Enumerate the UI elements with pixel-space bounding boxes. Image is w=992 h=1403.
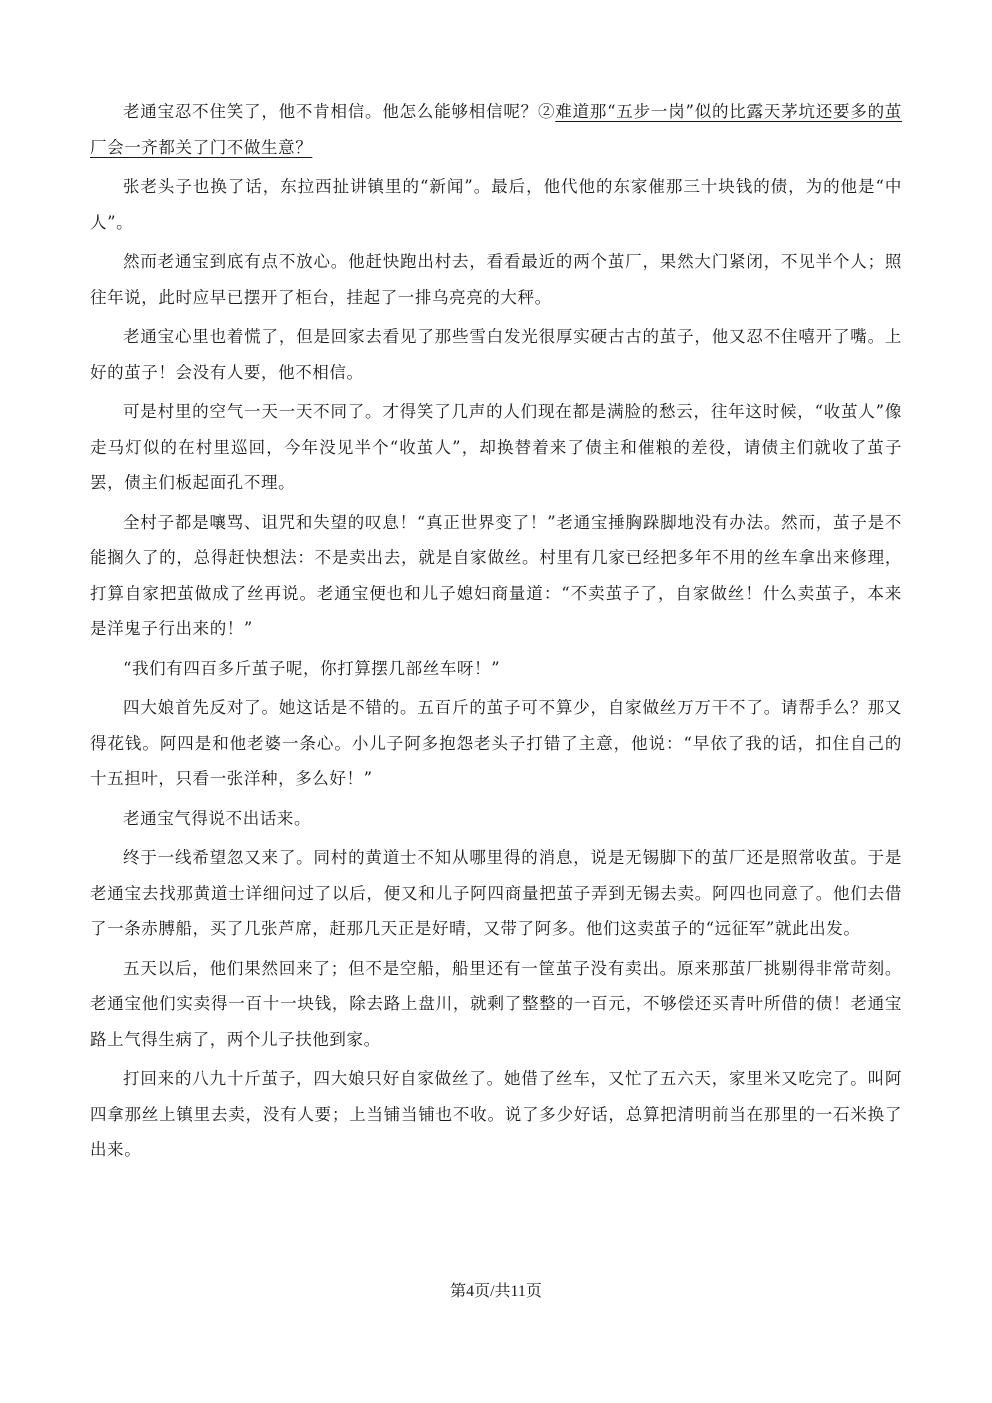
paragraph-8: 四大娘首先反对了。她这话是不错的。五百斤的茧子可不算少，自家做丝万万干不了。请帮手么？那又得花钱。阿四是和他老婆一条心。小儿子阿多抱怨老头子打错了主意，他说：“早依了我的话，扣住自己的十五担叶，只看一张洋种，多么好！” [90, 698, 902, 788]
page-number-footer: 第4页/共11页 [450, 1283, 542, 1300]
paragraph-2: 张老头子也换了话，东拉西扯讲镇里的“新闻”。最后，他代他的东家催那三十块钱的债，为的他是“中人”。 [90, 177, 902, 232]
paragraph-9: 老通宝气得说不出话来。 [123, 808, 312, 828]
underlined-sentence-2: 难道那“五步一岗”似的比露天茅坑还要多的茧厂会一齐都关了门不做生意？ [90, 102, 902, 157]
paragraph-12: 打回来的八九十斤茧子，四大娘只好自家做丝了。她借了丝车，又忙了五六天，家里米又吃完了。叫阿四拿那丝上镇里去卖，没有人要；上当铺当铺也不收。说了多少好话，总算把清明前当在那里的一石米换了出来。 [90, 1069, 902, 1159]
paragraph-10: 终于一线希望忽又来了。同村的黄道士不知从哪里得的消息，说是无锡脚下的茧厂还是照常收茧。于是老通宝去找那黄道士详细问过了以后，便又和儿子阿四商量把茧子弄到无锡去卖。阿四也同意了。他们去借了一条赤膊船，买了几张芦席，赶那几天正是好晴，又带了阿多。他们这卖茧子的“远征军”就此出发。 [90, 848, 902, 938]
article-body [90, 94, 902, 1172]
paragraph-6: 全村子都是嚷骂、诅咒和失望的叹息！“真正世界变了！”老通宝捶胸跺脚地没有办法。然而，茧子是不能搁久了的，总得赶快想法：不是卖出去，就是自家做丝。村里有几家已经把多年不用的丝车拿出来修理，打算自家把茧做成了丝再说。老通宝便也和儿子媳妇商量道：“不卖茧子了，自家做丝！什么卖茧子，本来是洋鬼子行出来的！” [90, 512, 902, 638]
paragraph-1-text: 老通宝忍不住笑了，他不肯相信。他怎么能够相信呢？② [123, 102, 556, 121]
paragraph-7: “我们有四百多斤茧子呢，你打算摆几部丝车呀！” [123, 658, 501, 678]
paragraph-4: 老通宝心里也着慌了，但是回家去看见了那些雪白发光很厚实硬古古的茧子，他又忍不住嘻开了嘴。上好的茧子！会没有人要，他不相信。 [90, 327, 902, 382]
paragraph-1 [90, 94, 902, 165]
paragraph-5: 可是村里的空气一天一天不同了。才得笑了几声的人们现在都是满脸的愁云，往年这时候，“收茧人”像走马灯似的在村里巡回，今年没见半个“收茧人”，却换替着来了债主和催粮的差役，请债主们就收了茧子罢，债主们板起面孔不理。 [90, 402, 902, 492]
paragraph-11: 五天以后，他们果然回来了；但不是空船，船里还有一筐茧子没有卖出。原来那茧厂挑剔得非常苛刻。老通宝他们实卖得一百十一块钱，除去路上盘川，就剩了整整的一百元，不够偿还买青叶所借的债！老通宝路上气得生病了，两个儿子扶他到家。 [90, 958, 902, 1049]
paragraph-3: 然而老通宝到底有点不放心。他赶快跑出村去，看看最近的两个茧厂，果然大门紧闭，不见半个人；照往年说，此时应早已摆开了柜台，挂起了一排乌亮亮的大秤。 [90, 252, 902, 307]
